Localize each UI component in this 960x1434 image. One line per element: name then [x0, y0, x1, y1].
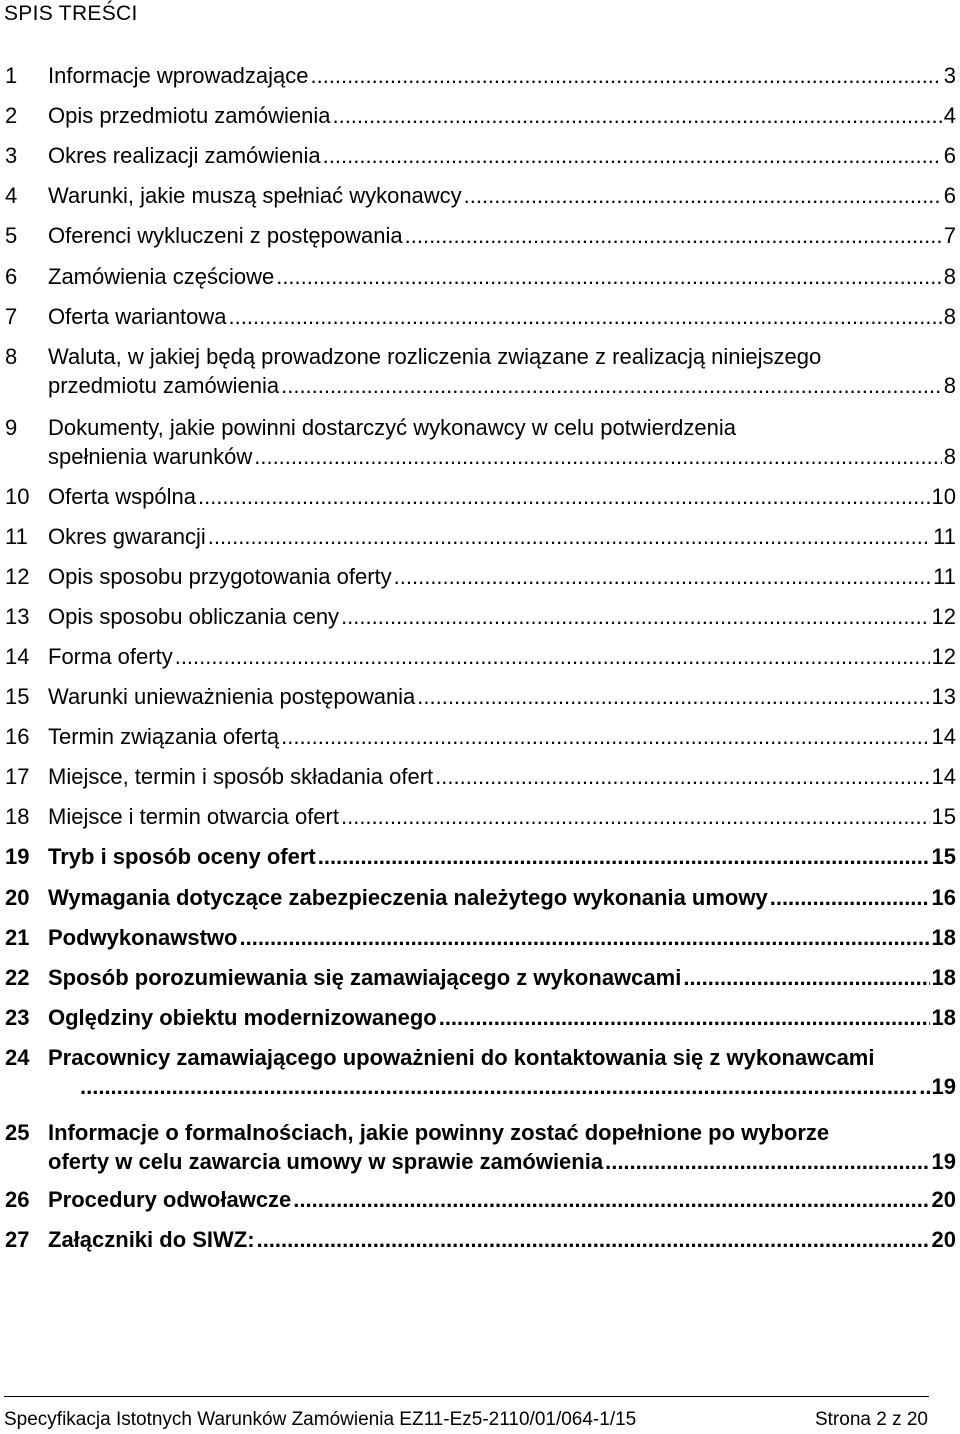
toc-entry-title: oferty w celu zawarcia umowy w sprawie zamówienia [48, 1149, 604, 1174]
toc-entry-number: 3 [5, 143, 18, 168]
toc-entry-title: Informacje o formalnościach, jakie powinny zostać dopełnione po wyborze [48, 1120, 830, 1145]
toc-entry-line [48, 183, 956, 211]
toc-entry-page: 6 [943, 183, 956, 208]
toc-entry-page: 20 [931, 1227, 956, 1252]
toc-entry-title: Oferta wariantowa [48, 304, 227, 329]
toc-entry-line [48, 925, 956, 953]
dot-leader [464, 183, 942, 209]
toc-entry-line [48, 844, 956, 872]
toc-entry-page: 19 [931, 1149, 956, 1174]
toc-entry-page: 11 [933, 564, 956, 589]
toc-entry-page: 20 [931, 1187, 956, 1212]
footer-divider [4, 1396, 929, 1397]
toc-entry-title: Oferenci wykluczeni z postępowania [48, 223, 403, 248]
toc-entry-number: 24 [5, 1045, 30, 1070]
dot-leader [683, 965, 929, 991]
toc-entry-page: 3 [943, 63, 956, 88]
toc-entry-number: 4 [5, 183, 18, 208]
toc-entry-title: Oferta wspólna [48, 484, 196, 509]
toc-entry-page: ..19 [919, 1074, 956, 1099]
dot-leader [318, 844, 930, 870]
toc-entry-title: Pracownicy zamawiającego upoważnieni do kontaktowania się z wykonawcami [48, 1045, 875, 1070]
toc-entry-line [48, 885, 956, 913]
toc-entry-line [48, 1149, 956, 1177]
toc-entry-title: spełnienia warunków [48, 444, 253, 469]
toc-entry-line [48, 1005, 956, 1033]
dot-leader [254, 444, 942, 470]
toc-entry-title: Opis sposobu przygotowania oferty [48, 564, 392, 589]
toc-entry-title: Sposób porozumiewania się zamawiającego z wykonawcami [48, 965, 682, 990]
toc-entry-title: Załączniki do SIWZ: [48, 1227, 255, 1252]
dot-leader [405, 223, 942, 249]
toc-entry-line [48, 223, 956, 251]
dot-leader [341, 804, 930, 830]
dot-leader [417, 684, 929, 710]
toc-entry-number: 16 [5, 724, 30, 749]
toc-entry-line [48, 373, 956, 401]
toc-entry-number: 25 [5, 1120, 30, 1145]
toc-entry-line [78, 1074, 956, 1102]
toc-entry-page: 8 [943, 304, 956, 329]
toc-entry-number: 21 [5, 925, 30, 950]
toc-entry-line [48, 724, 956, 752]
dot-leader [239, 925, 929, 951]
toc-entry-page: 10 [931, 484, 956, 509]
toc-entry-number: 19 [5, 844, 30, 869]
toc-entry-line [48, 965, 956, 993]
dot-leader [276, 264, 942, 290]
toc-entry-title: Zamówienia częściowe [48, 264, 275, 289]
dot-leader [310, 63, 941, 89]
toc-entry-number: 26 [5, 1187, 30, 1212]
toc-entry-title: Oględziny obiektu modernizowanego [48, 1005, 437, 1030]
dot-leader [341, 604, 929, 630]
toc-entry-line [48, 143, 956, 171]
toc-entry-page: 8 [943, 444, 956, 469]
toc-entry-number: 11 [5, 524, 28, 549]
dot-leader [323, 143, 942, 169]
dot-leader [229, 304, 942, 330]
toc-entry-number: 23 [5, 1005, 30, 1030]
toc-entry-page: 18 [931, 965, 956, 990]
dot-leader [605, 1149, 929, 1175]
toc-entry-page: 15 [931, 844, 956, 869]
toc-entry-page: 12 [931, 604, 956, 629]
toc-entry-line [48, 1187, 956, 1215]
toc-entry-title: Okres realizacji zamówienia [48, 143, 321, 168]
toc-entry-line [48, 304, 956, 332]
toc-entry-number: 5 [5, 223, 18, 248]
toc-entry-number: 2 [5, 103, 18, 128]
toc-entry-page: 4 [943, 103, 956, 128]
dot-leader [293, 1187, 929, 1213]
toc-entry-number: 13 [5, 604, 30, 629]
toc-entry-title: Forma oferty [48, 644, 173, 669]
toc-entry-line [48, 764, 956, 792]
footer-page-number: Strona 2 z 20 [814, 1409, 928, 1430]
toc-entry-title: Warunki, jakie muszą spełniać wykonawcy [48, 183, 462, 208]
toc-entry-line [48, 804, 956, 832]
dot-leader [281, 373, 942, 399]
dot-leader [198, 484, 930, 510]
dot-leader [435, 764, 929, 790]
dot-leader [332, 103, 941, 129]
dot-leader [208, 524, 931, 550]
toc-entry-title: Miejsce, termin i sposób składania ofert [48, 764, 434, 789]
toc-entry-page: 18 [931, 925, 956, 950]
toc-entry-page: 12 [931, 644, 956, 669]
toc-entry-title: Miejsce i termin otwarcia ofert [48, 804, 339, 829]
toc-entry-number: 12 [5, 564, 30, 589]
toc-entry-page: 8 [943, 264, 956, 289]
toc-entry-line [48, 484, 956, 512]
toc-entry-number: 1 [5, 63, 18, 88]
dot-leader [394, 564, 932, 590]
toc-entry-line [48, 264, 956, 292]
footer-document-title: Specyfikacja Istotnych Warunków Zamówienia EZ11-Ez5-2110/01/064-1/15 [4, 1409, 637, 1430]
toc-entry-page: 15 [931, 804, 956, 829]
toc-entry-title: Dokumenty, jakie powinni dostarczyć wykonawcy w celu potwierdzenia [48, 415, 737, 440]
toc-entry-title: Okres gwarancji [48, 524, 206, 549]
dot-leader [175, 644, 930, 670]
toc-entry-line [48, 644, 956, 672]
dot-leader [439, 1005, 930, 1031]
toc-entry-page: 16 [931, 885, 956, 910]
toc-heading: SPIS TREŚCI [4, 2, 138, 25]
toc-entry-line [48, 1227, 956, 1255]
dot-leader [80, 1074, 917, 1100]
toc-entry-title: Procedury odwoławcze [48, 1187, 292, 1212]
toc-entry-page: 11 [933, 524, 956, 549]
toc-entry-number: 17 [5, 764, 30, 789]
toc-entry-page: 6 [943, 143, 956, 168]
toc-entry-page: 7 [943, 223, 956, 248]
dot-leader [770, 885, 930, 911]
toc-entry-title: Warunki unieważnienia postępowania [48, 684, 416, 709]
toc-entry-number: 6 [5, 264, 18, 289]
toc-entry-line [48, 524, 956, 552]
toc-entry-number: 10 [5, 484, 30, 509]
toc-entry-number: 14 [5, 644, 30, 669]
toc-entry-title: Podwykonawstwo [48, 925, 238, 950]
toc-entry-title: Tryb i sposób oceny ofert [48, 844, 316, 869]
toc-entry-number: 7 [5, 304, 18, 329]
toc-entry-line [48, 63, 956, 91]
toc-entry-number: 8 [5, 344, 18, 369]
dot-leader [257, 1227, 930, 1253]
toc-entry-page: 8 [943, 373, 956, 398]
toc-entry-page: 13 [931, 684, 956, 709]
toc-entry-title: Wymagania dotyczące zabezpieczenia należytego wykonania umowy [48, 885, 768, 910]
toc-entry-number: 20 [5, 885, 30, 910]
toc-entry-title: Waluta, w jakiej będą prowadzone rozliczenia związane z realizacją niniejszego [48, 344, 822, 369]
toc-entry-line [48, 103, 956, 131]
toc-entry-number: 22 [5, 965, 30, 990]
toc-entry-line [48, 564, 956, 592]
toc-entry-title: Opis sposobu obliczania ceny [48, 604, 340, 629]
toc-entry-line [48, 444, 956, 472]
toc-entry-title: Informacje wprowadzające [48, 63, 309, 88]
toc-entry-page: 14 [931, 764, 956, 789]
toc-entry-number: 9 [5, 415, 18, 440]
toc-entry-number: 18 [5, 804, 30, 829]
toc-entry-title: Termin związania ofertą [48, 724, 280, 749]
toc-entry-title: Opis przedmiotu zamówienia [48, 103, 331, 128]
toc-entry-number: 15 [5, 684, 30, 709]
toc-entry-number: 27 [5, 1227, 30, 1252]
dot-leader [281, 724, 929, 750]
toc-entry-page: 18 [931, 1005, 956, 1030]
toc-entry-line [48, 684, 956, 712]
toc-entry-line [48, 604, 956, 632]
toc-entry-title: przedmiotu zamówienia [48, 373, 280, 398]
toc-entry-page: 14 [931, 724, 956, 749]
